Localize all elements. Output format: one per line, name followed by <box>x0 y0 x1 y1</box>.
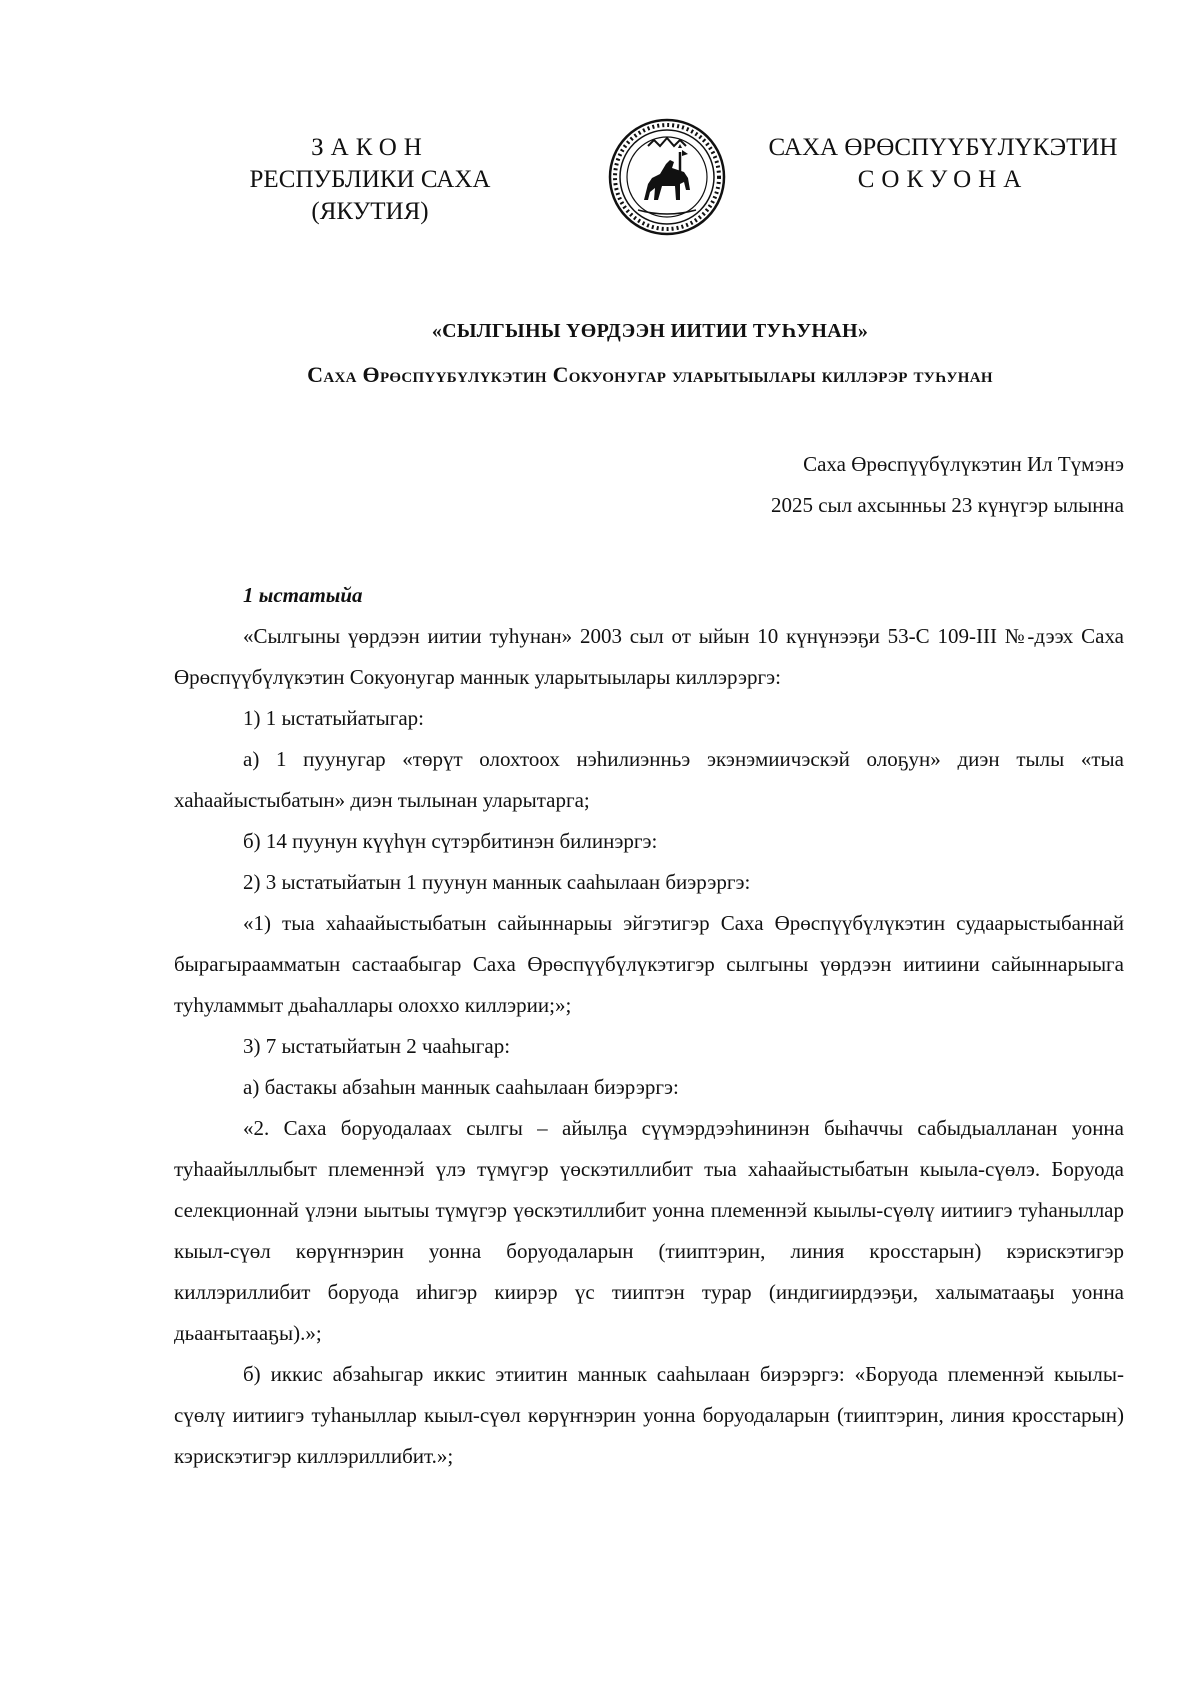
paragraph: 2) 3 ыстатыйатын 1 пуунун маннык сааһылаан биэрэргэ: <box>243 870 751 894</box>
paragraph: 3) 7 ыстатыйатын 2 чааһыгар: <box>243 1034 511 1058</box>
paragraph: «2. Саха боруодалаах сылгы – айылҕа сүүмэрдээһининэн быһаччы сабыдыалланан уонна туһаайыллыбыт племеннэй үлэ түмүгэр үөскэтиллибит тыа хаһаайыстыбатын кыыла-сүөлэ. Боруода селекционнай үлэни ыытыы түмүгэр үөскэтиллибит уонна племеннэй кыылы-сүөлү иитиигэ туһаныллар кыыл-сүөл көрүҥнэрин уонна боруодаларын (тииптэрин, линия кросстарын) кэрискэтигэр киллэриллибит боруода иһигэр киирэр үс тииптэн турар (индигиирдээҕи, халыматааҕы уонна дьааҥытааҕы).»; <box>174 1116 1124 1345</box>
paragraph: б) иккис абзаһыгар иккис этиитин маннык сааһылаан биэрэргэ: «Боруода племеннэй кыылы-сүөлү иитиигэ туһаныллар кыыл-сүөл көрүҥнэрин уонна боруодаларын (тииптэрин, линия кросстарын) кэрискэтигэр киллэриллибит.»; <box>174 1362 1124 1468</box>
article-body <box>174 575 1124 1477</box>
coat-of-arms-icon <box>608 118 726 236</box>
paragraph: «Сылгыны үөрдээн иитии туһунан» 2003 сыл от ыйын 10 күнүнээҕи 53-С 109-III №-дээх Саха Өрөспүүбүлүкэтин Сокуонугар маннык уларытыылары киллэрэргэ: <box>174 624 1124 689</box>
law-title-line2: Саха Өрөспүүбүлүкэтин Сокуонугар уларытыылары киллэрэр туһунан <box>307 362 993 387</box>
header-left-russian <box>195 132 545 228</box>
header-right-line2: СОКУОНА <box>857 166 1029 193</box>
header-right-sakha <box>762 132 1124 196</box>
header-left-line2: РЕСПУБЛИКИ САХА (ЯКУТИЯ) <box>249 166 491 225</box>
article-heading: 1 ыстатыйа <box>243 583 363 607</box>
header-right-line1: САХА ӨРӨСПҮҮБҮЛҮКЭТИН <box>768 134 1118 161</box>
paragraph: а) бастакы абзаһын маннык сааһылаан биэрэргэ: <box>243 1075 679 1099</box>
adopted-by: Саха Өрөспүүбүлүкэтин Ил Түмэнэ <box>803 452 1124 476</box>
paragraph: б) 14 пуунун күүһүн сүтэрбитинэн билинэргэ: <box>243 829 658 853</box>
paragraph: «1) тыа хаһаайыстыбатын сайыннарыы эйгэтигэр Саха Өрөспүүбүлүкэтин судаарыстыбаннай бырагыраамматын састаабыгар Саха Өрөспүүбүлүкэтигэр сылгыны үөрдээн иитиини сайыннарыыга туһуламмыт дьаһаллары олоххо киллэрии;»; <box>174 911 1124 1017</box>
paragraph: а) 1 пуунугар «төрүт олохтоох нэһилиэнньэ экэнэмиичэскэй олоҕун» диэн тылы «тыа хаһаайыстыбатын» диэн тылынан уларытарга; <box>174 747 1124 812</box>
header-left-line1: ЗАКОН <box>311 134 429 161</box>
paragraph: 1) 1 ыстатыйатыгар: <box>243 706 424 730</box>
adopted-date: 2025 сыл ахсынньы 23 күнүгэр ылынна <box>770 493 1124 517</box>
law-title-line1: «СЫЛГЫНЫ ҮӨРДЭЭН ИИТИИ ТУҺУНАН» <box>431 320 869 342</box>
